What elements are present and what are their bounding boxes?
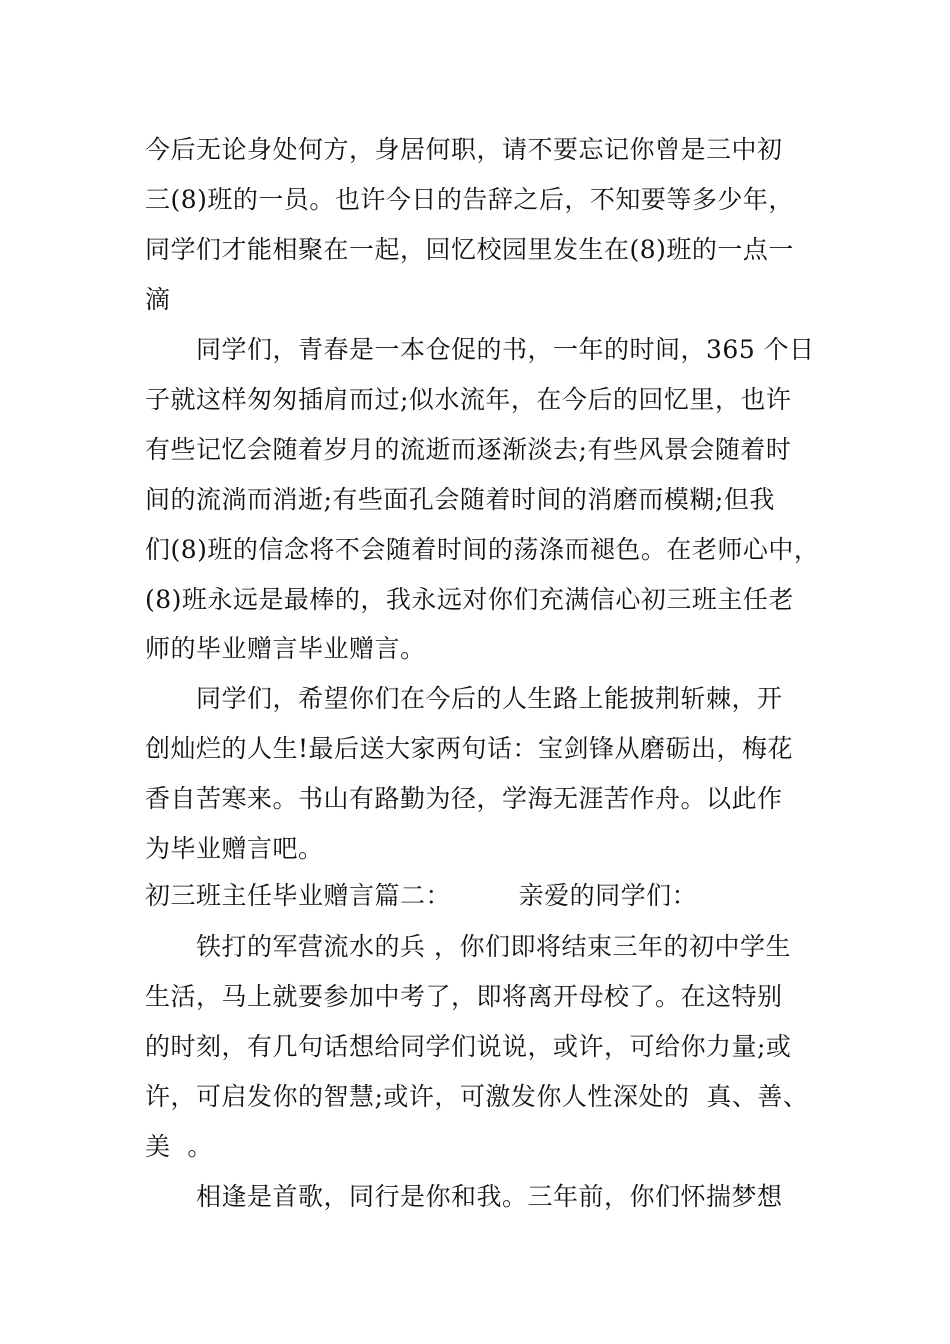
text-line: 师的毕业赠言毕业赠言。 bbox=[145, 634, 426, 663]
text-line: 子就这样匆匆插肩而过;似水流年，在今后的回忆里，也许 bbox=[145, 385, 792, 414]
paragraph-first-line: 铁打的军营流水的兵 ，你们即将结束三年的初中学生 bbox=[196, 932, 791, 961]
text-line: 间的流淌而消逝;有些面孔会随着时间的消磨而模糊;但我 bbox=[145, 485, 775, 514]
text-line: 有些记忆会随着岁月的流逝而逐渐淡去;有些风景会随着时 bbox=[145, 435, 792, 464]
paragraph-first-line: 同学们，希望你们在今后的人生路上能披荆斩棘，开 bbox=[196, 684, 783, 713]
text-line: 创灿烂的人生!最后送大家两句话：宝剑锋从磨砺出，梅花 bbox=[145, 734, 794, 763]
section-heading: 初三班主任毕业赠言篇二： 亲爱的同学们： bbox=[145, 881, 698, 910]
text-line: 三(8)班的一员。也许今日的告辞之后，不知要等多少年， bbox=[145, 185, 794, 214]
text-line: 的时刻，有几句话想给同学们说说，或许，可给你力量;或 bbox=[145, 1032, 792, 1061]
text-line: 今后无论身处何方，身居何职，请不要忘记你曾是三中初 bbox=[145, 135, 783, 164]
text-line: 滴 bbox=[145, 285, 171, 314]
text-line: 为毕业赠言吧。 bbox=[145, 834, 324, 863]
paragraph-first-line: 同学们，青春是一本仓促的书，一年的时间，365 个日 bbox=[196, 335, 815, 364]
text-line: 香自苦寒来。书山有路勤为径，学海无涯苦作舟。以此作 bbox=[145, 784, 783, 813]
text-line: 同学们才能相聚在一起，回忆校园里发生在(8)班的一点一 bbox=[145, 235, 794, 264]
text-line: 们(8)班的信念将不会随着时间的荡涤而褪色。在老师心中， bbox=[145, 535, 820, 564]
text-line: 美 。 bbox=[145, 1132, 213, 1161]
paragraph-first-line: 相逢是首歌，同行是你和我。三年前，你们怀揣梦想 bbox=[196, 1182, 783, 1211]
text-line: 许，可启发你的智慧;或许，可激发你人性深处的 真、善、 bbox=[145, 1082, 809, 1111]
text-line: (8)班永远是最棒的，我永远对你们充满信心初三班主任老 bbox=[145, 585, 794, 614]
text-line: 生活，马上就要参加中考了，即将离开母校了。在这特别 bbox=[145, 982, 783, 1011]
